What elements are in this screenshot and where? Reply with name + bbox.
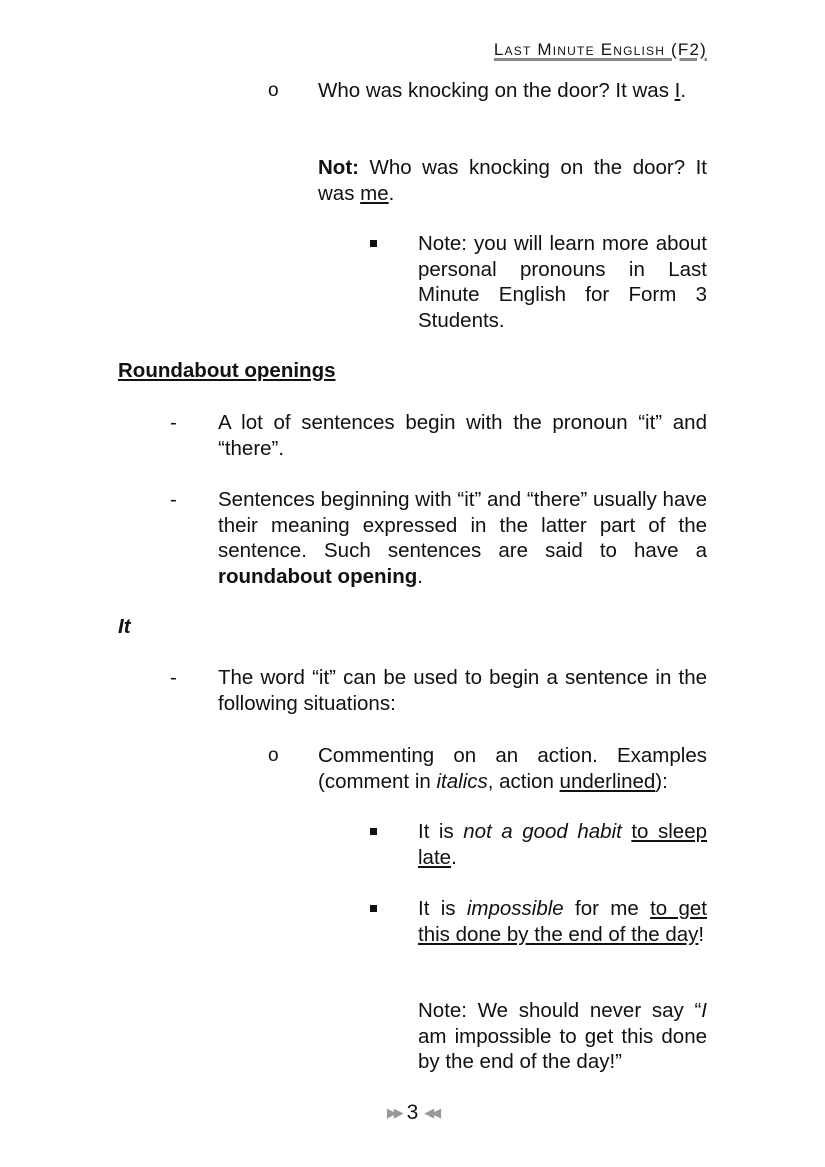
italic-text: impossible (466, 897, 564, 920)
text: ): (655, 769, 668, 793)
text: It is (418, 820, 464, 843)
dash-bullet-icon: - (170, 488, 177, 511)
text: It is (418, 897, 467, 920)
left-arrows-icon: ◀◀ (424, 1105, 439, 1120)
paragraph (218, 487, 707, 589)
text: , action (487, 769, 560, 793)
text: Commenting on an action. Examples (comment in (318, 744, 707, 793)
text: for me (563, 897, 651, 920)
dash-bullet-icon: - (170, 411, 177, 434)
note (418, 998, 707, 1075)
incorrect-example (318, 155, 707, 206)
text: . (417, 564, 423, 588)
square-bullet-icon (370, 905, 377, 912)
text: Note: We should never say “ (418, 999, 702, 1022)
text: ! (698, 922, 705, 946)
text: . (388, 181, 395, 205)
section-heading: Roundabout openings (118, 359, 336, 382)
text: Who was knocking on the door? It was (318, 156, 707, 205)
paragraph (318, 743, 707, 794)
text: . (451, 845, 457, 869)
paragraph: A lot of sentences begin with the pronoun “it” and “there”. (218, 411, 707, 460)
subsection-heading: It (118, 615, 131, 638)
italic-text: not a good habit (463, 820, 622, 843)
page-footer (0, 1100, 825, 1126)
example-sentence (418, 896, 707, 947)
text: . (680, 79, 687, 102)
right-arrows-icon: ▶▶ (386, 1105, 401, 1120)
underlined-text: I (674, 79, 681, 102)
example-sentence (418, 819, 707, 870)
underlined-text: to get this done by the end of the day (418, 897, 707, 946)
example-sentence (318, 78, 707, 104)
bold-term: roundabout opening (218, 564, 418, 588)
italic-text: italics (436, 769, 488, 793)
underlined-text: underlined (559, 769, 656, 793)
text (622, 820, 632, 843)
circle-bullet-icon: o (268, 745, 279, 766)
italic-text: I (701, 999, 707, 1022)
note-personal-pronouns: Note: you will learn more about personal pronouns in Last Minute English for Form 3 Students. (418, 232, 707, 332)
square-bullet-icon (370, 240, 377, 247)
underlined-text: to sleep late (418, 820, 707, 869)
running-header: Last Minute English (F2) (493, 40, 707, 59)
dash-bullet-icon: - (170, 666, 177, 689)
paragraph: The word “it” can be used to begin a sentence in the following situations: (218, 666, 707, 715)
square-bullet-icon (370, 828, 377, 835)
text: Sentences beginning with “it” and “there” usually have their meaning expressed in the latter part of the sentence. Such sentences are said to have a (218, 488, 707, 563)
not-label: Not: (318, 156, 359, 179)
text: Who was knocking on the door? It was (318, 79, 675, 102)
page-number: 3 (406, 1101, 419, 1124)
underlined-text: me (360, 181, 389, 205)
circle-bullet-icon: o (268, 80, 279, 101)
text: am impossible to get this done by the end of the day!” (418, 1024, 707, 1074)
